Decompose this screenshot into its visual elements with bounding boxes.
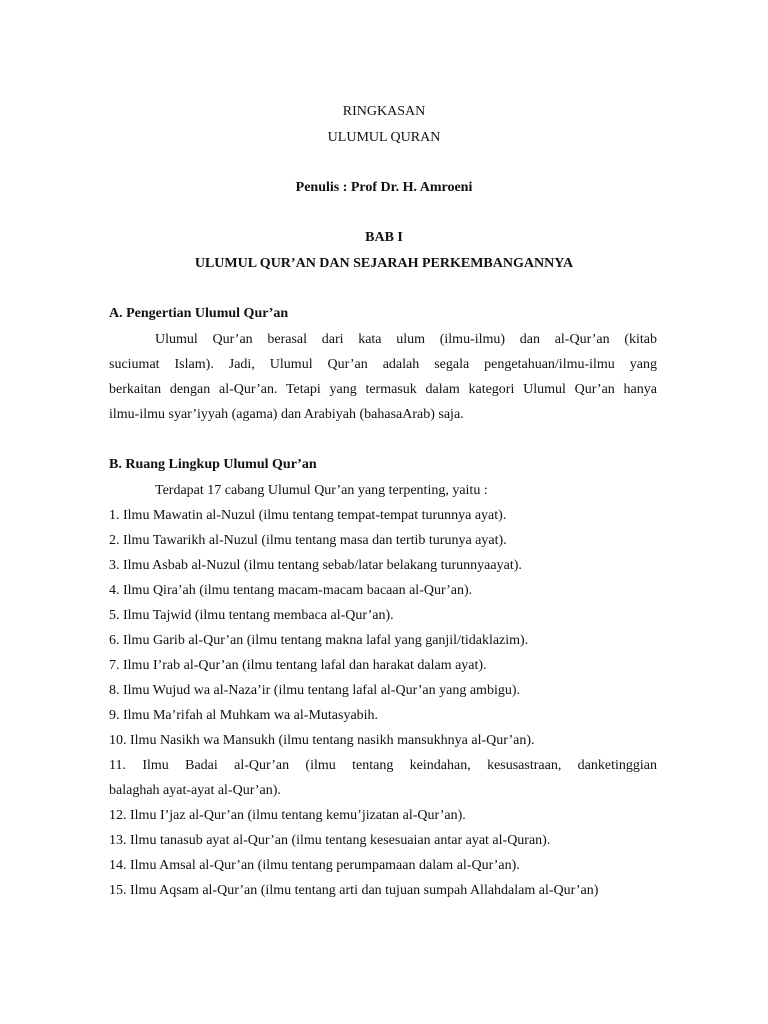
section-a-line: suciumat Islam). Jadi, Ulumul Qur’an adalah segala pengetahuan/ilmu-ilmu yang — [109, 357, 657, 372]
list-item: 12. Ilmu I’jaz al-Qur’an (ilmu tentang kemu’jizatan al-Qur’an). — [109, 808, 466, 823]
section-a-line: berkaitan dengan al-Qur’an. Tetapi yang termasuk dalam kategori Ulumul Qur’an hanya — [109, 382, 657, 397]
list-item-continuation: balaghah ayat-ayat al-Qur’an). — [109, 783, 281, 798]
section-b-intro: Terdapat 17 cabang Ulumul Qur’an yang terpenting, yaitu : — [155, 483, 488, 498]
list-item: 4. Ilmu Qira’ah (ilmu tentang macam-macam bacaan al-Qur’an). — [109, 583, 473, 598]
section-a-line: ilmu-ilmu syar’iyyah (agama) dan Arabiyah (bahasaArab) saja. — [109, 407, 464, 422]
list-item: 7. Ilmu I’rab al-Qur’an (ilmu tentang lafal dan harakat dalam ayat). — [109, 658, 487, 673]
list-item: 5. Ilmu Tajwid (ilmu tentang membaca al-Qur’an). — [109, 608, 394, 623]
list-item: 11. Ilmu Badai al-Qur’an (ilmu tentang keindahan, kesusastraan, danketinggian — [109, 758, 657, 773]
list-item: 8. Ilmu Wujud wa al-Naza’ir (ilmu tentang lafal al-Qur’an yang ambigu). — [109, 683, 520, 698]
list-item: 1. Ilmu Mawatin al-Nuzul (ilmu tentang tempat-tempat turunnya ayat). — [109, 508, 507, 523]
chapter-title: ULUMUL QUR’AN DAN SEJARAH PERKEMBANGANNYA — [194, 256, 574, 271]
list-item: 10. Ilmu Nasikh wa Mansukh (ilmu tentang nasikh mansukhnya al-Qur’an). — [109, 733, 535, 748]
section-a-line: Ulumul Qur’an berasal dari kata ulum (ilmu-ilmu) dan al-Qur’an (kitab — [155, 332, 657, 347]
document-title: RINGKASAN — [342, 104, 426, 119]
list-item: 6. Ilmu Garib al-Qur’an (ilmu tentang makna lafal yang ganjil/tidaklazim). — [109, 633, 529, 648]
document-subtitle: ULUMUL QURAN — [327, 130, 441, 145]
section-a-heading: A. Pengertian Ulumul Qur’an — [109, 306, 289, 321]
chapter-number: BAB I — [365, 230, 403, 245]
list-item: 9. Ilmu Ma’rifah al Muhkam wa al-Mutasyabih. — [109, 708, 379, 723]
list-item: 14. Ilmu Amsal al-Qur’an (ilmu tentang perumpamaan dalam al-Qur’an). — [109, 858, 520, 873]
list-item: 2. Ilmu Tawarikh al-Nuzul (ilmu tentang masa dan tertib turunya ayat). — [109, 533, 507, 548]
list-item: 3. Ilmu Asbab al-Nuzul (ilmu tentang sebab/latar belakang turunnyaayat). — [109, 558, 522, 573]
list-item: 15. Ilmu Aqsam al-Qur’an (ilmu tentang arti dan tujuan sumpah Allahdalam al-Qur’an) — [109, 883, 599, 898]
list-item: 13. Ilmu tanasub ayat al-Qur’an (ilmu tentang kesesuaian antar ayat al-Quran). — [109, 833, 551, 848]
section-b-heading: B. Ruang Lingkup Ulumul Qur’an — [109, 457, 317, 472]
author-line: Penulis : Prof Dr. H. Amroeni — [295, 180, 473, 195]
